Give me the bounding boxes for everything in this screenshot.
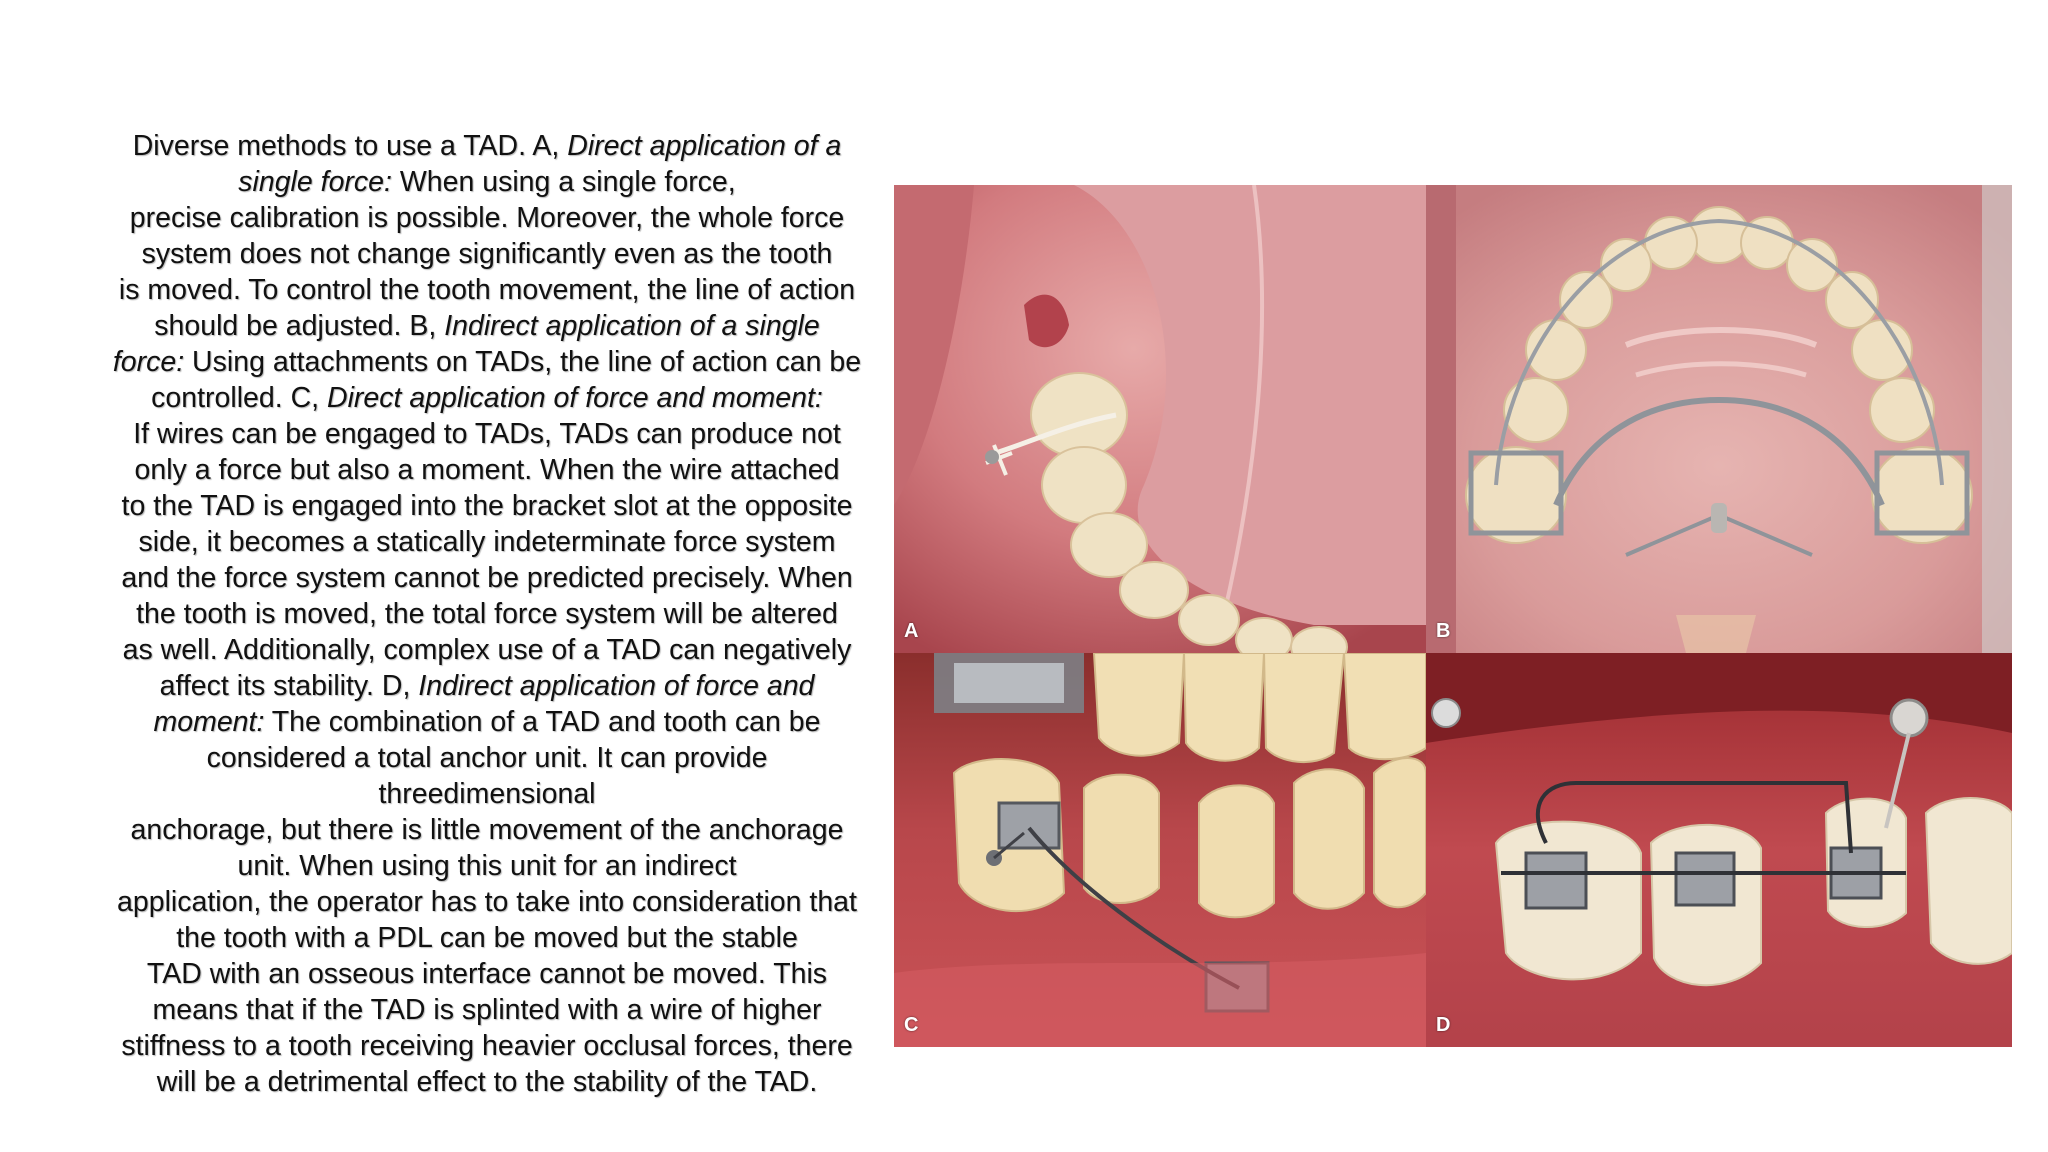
caption-text: will be a detrimental effect to the stability of the TAD. <box>156 1066 818 1098</box>
caption-text: only a force but also a moment. When the wire attached <box>134 454 840 486</box>
photo-panel-d <box>1426 653 2012 1047</box>
caption-italic-term: single force: <box>238 166 392 198</box>
caption-text: considered a total anchor unit. It can provide <box>206 742 768 774</box>
photo-panel-c <box>894 653 1426 1047</box>
caption-line <box>92 704 882 740</box>
caption-text: application, the operator has to take into consideration that <box>117 886 857 918</box>
caption-text: is moved. To control the tooth movement, the line of action <box>118 274 856 306</box>
caption-line <box>92 452 882 488</box>
caption-italic-term: force: <box>112 346 185 378</box>
caption-text: precise calibration is possible. Moreover, the whole force <box>129 202 845 234</box>
caption-text: threedimensional <box>378 778 596 810</box>
caption-line <box>92 776 882 812</box>
caption-text: If wires can be engaged to TADs, TADs can produce not <box>133 418 841 450</box>
caption-line <box>92 560 882 596</box>
panel-label-d: D <box>1436 1014 1451 1036</box>
photo-panel-a <box>894 185 1426 653</box>
panel-b-photo <box>1426 185 2012 653</box>
figure-photo-grid <box>894 185 2012 1047</box>
caption-text: The combination of a TAD and tooth can be <box>264 706 821 738</box>
caption-line <box>92 992 882 1028</box>
panel-a-photo <box>894 185 1426 653</box>
caption-line <box>92 920 882 956</box>
caption-text: means that if the TAD is splinted with a wire of higher <box>152 994 822 1026</box>
caption-italic-term: Direct application of a <box>567 130 842 162</box>
caption-line <box>92 164 882 200</box>
figure-caption <box>92 128 882 1100</box>
caption-line <box>92 380 882 416</box>
caption-text: system does not change significantly even as the tooth <box>141 238 833 270</box>
panel-label-b: B <box>1436 620 1451 642</box>
photo-panel-b <box>1426 185 2012 653</box>
panel-d-photo <box>1426 653 2012 1047</box>
caption-text: anchorage, but there is little movement of the anchorage <box>130 814 844 846</box>
caption-italic-term: Indirect application of a single <box>444 310 820 342</box>
caption-text: stiffness to a tooth receiving heavier occlusal forces, there <box>121 1030 853 1062</box>
caption-line <box>92 884 882 920</box>
caption-text: affect its stability. D, <box>159 670 419 702</box>
caption-line <box>92 200 882 236</box>
caption-text: and the force system cannot be predicted precisely. When <box>121 562 853 594</box>
caption-line <box>92 416 882 452</box>
panel-c-photo <box>894 653 1426 1047</box>
caption-line <box>92 740 882 776</box>
caption-text: When using a single force, <box>391 166 736 198</box>
caption-line <box>92 1064 882 1100</box>
caption-line <box>92 236 882 272</box>
caption-line <box>92 128 882 164</box>
caption-italic-term: Indirect application of force and <box>418 670 815 702</box>
caption-text: to the TAD is engaged into the bracket slot at the opposite <box>121 490 853 522</box>
caption-text: TAD with an osseous interface cannot be moved. This <box>146 958 828 990</box>
caption-text: side, it becomes a statically indeterminate force system <box>138 526 836 558</box>
caption-line <box>92 848 882 884</box>
caption-text: should be adjusted. B, <box>154 310 445 342</box>
caption-line <box>92 524 882 560</box>
caption-line <box>92 308 882 344</box>
panel-label-a: A <box>904 620 919 642</box>
caption-line <box>92 812 882 848</box>
caption-text: the tooth is moved, the total force system will be altered <box>136 598 838 630</box>
caption-line <box>92 956 882 992</box>
caption-line <box>92 1028 882 1064</box>
caption-text: Using attachments on TADs, the line of action can be <box>184 346 862 378</box>
caption-text: controlled. C, <box>151 382 327 414</box>
caption-text: the tooth with a PDL can be moved but the stable <box>176 922 798 954</box>
caption-line <box>92 668 882 704</box>
caption-text: Diverse methods to use a TAD. A, <box>132 130 568 162</box>
caption-line <box>92 596 882 632</box>
caption-line <box>92 272 882 308</box>
caption-text: unit. When using this unit for an indirect <box>237 850 737 882</box>
caption-text: as well. Additionally, complex use of a TAD can negatively <box>122 634 852 666</box>
caption-italic-term: Direct application of force and moment: <box>327 382 823 414</box>
panel-label-c: C <box>904 1014 919 1036</box>
caption-line <box>92 344 882 380</box>
caption-line <box>92 632 882 668</box>
caption-italic-term: moment: <box>153 706 265 738</box>
caption-line <box>92 488 882 524</box>
